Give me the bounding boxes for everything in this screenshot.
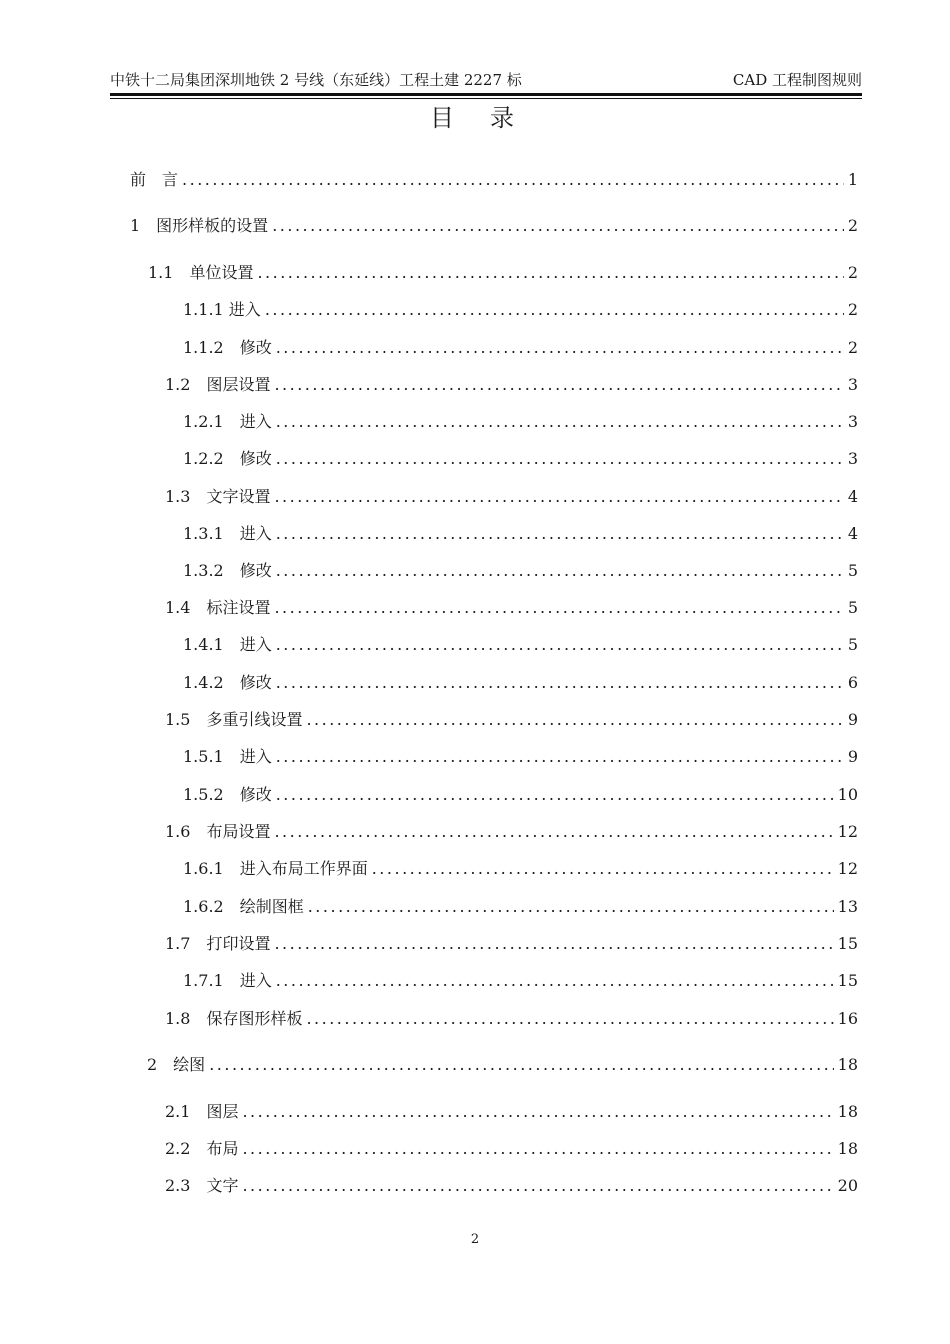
toc-entry[interactable]	[165, 1138, 858, 1160]
toc-entry-label: 1.1.2 修改	[183, 338, 272, 357]
toc-entry-page: 16	[837, 1009, 858, 1028]
toc-entry-page: 1	[847, 170, 858, 189]
toc-title: 目 录	[430, 104, 520, 132]
toc-entry-label: 1.6 布局设置	[165, 822, 271, 841]
toc-leader-dots	[242, 1138, 833, 1160]
toc-entry-label: 2.1 图层	[165, 1102, 239, 1121]
toc-entry-page: 18	[837, 1102, 858, 1121]
toc-leader-dots	[272, 215, 844, 237]
toc-entry[interactable]	[130, 169, 858, 191]
toc-entry[interactable]	[183, 858, 858, 880]
toc-entry[interactable]	[183, 560, 858, 582]
toc-entry-label: 1.2.1 进入	[183, 412, 272, 431]
toc-entry[interactable]	[183, 337, 858, 359]
toc-entry-label: 前 言	[130, 170, 179, 189]
toc-leader-dots	[276, 784, 834, 806]
toc-entry-page: 12	[837, 859, 858, 878]
toc-leader-dots	[242, 1175, 833, 1197]
toc-entry-label: 1.4 标注设置	[165, 598, 271, 617]
toc-entry-page: 2	[847, 300, 858, 319]
toc-entry[interactable]	[165, 1101, 858, 1123]
toc-entry-label: 2.3 文字	[165, 1176, 239, 1195]
toc-entry-label: 1.6.1 进入布局工作界面	[183, 859, 368, 878]
toc-entry-label: 2 绘图	[147, 1055, 206, 1074]
toc-entry-label: 1.3.1 进入	[183, 524, 272, 543]
toc-entry[interactable]	[148, 262, 858, 284]
toc-entry-label: 1.7.1 进入	[183, 971, 272, 990]
toc-entry[interactable]	[165, 709, 858, 731]
toc-entry-page: 2	[847, 263, 858, 282]
toc-entry-page: 9	[847, 747, 858, 766]
toc-entry-page: 4	[847, 524, 858, 543]
toc-leader-dots	[274, 597, 843, 619]
toc-entry[interactable]	[165, 933, 858, 955]
toc-entry-label: 2.2 布局	[165, 1139, 239, 1158]
toc-entry[interactable]	[183, 784, 858, 806]
toc-entry-page: 2	[847, 338, 858, 357]
toc-entry-label: 1.4.1 进入	[183, 635, 272, 654]
toc-leader-dots	[276, 337, 844, 359]
toc-entry[interactable]	[183, 411, 858, 433]
toc-entry-page: 12	[837, 822, 858, 841]
toc-leader-dots	[276, 746, 844, 768]
toc-entry-page: 6	[847, 673, 858, 692]
toc-entry[interactable]	[183, 746, 858, 768]
header-project-title: 中铁十二局集团深圳地铁 2 号线（东延线）工程土建 2227 标	[110, 71, 522, 89]
toc-leader-dots	[372, 858, 834, 880]
toc-entry[interactable]	[165, 597, 858, 619]
toc-entry-label: 1.5.1 进入	[183, 747, 272, 766]
toc-entry[interactable]	[183, 970, 858, 992]
toc-leader-dots	[274, 374, 843, 396]
header-document-title: CAD 工程制图规则	[732, 71, 862, 89]
toc-entry-page: 5	[847, 598, 858, 617]
toc-entry-page: 5	[847, 635, 858, 654]
toc-entry-page: 5	[847, 561, 858, 580]
toc-entry[interactable]	[165, 821, 858, 843]
toc-leader-dots	[182, 169, 844, 191]
toc-entry[interactable]	[165, 1008, 858, 1030]
toc-leader-dots	[274, 933, 833, 955]
toc-entry-label: 1.3.2 修改	[183, 561, 272, 580]
toc-entry-page: 18	[837, 1139, 858, 1158]
page-number: 2	[470, 1232, 480, 1247]
toc-entry[interactable]	[165, 486, 858, 508]
toc-entry-page: 18	[837, 1055, 858, 1074]
toc-entry-label: 1.5 多重引线设置	[165, 710, 303, 729]
toc-leader-dots	[257, 262, 843, 284]
toc-leader-dots	[276, 672, 844, 694]
toc-entry-page: 20	[837, 1176, 858, 1195]
toc-leader-dots	[276, 523, 844, 545]
toc-leader-dots	[265, 299, 844, 321]
toc-entry-page: 15	[837, 934, 858, 953]
toc-leader-dots	[308, 896, 834, 918]
toc-leader-dots	[306, 1008, 833, 1030]
toc-entry-label: 1.6.2 绘制图框	[183, 897, 304, 916]
toc-leader-dots	[209, 1054, 833, 1076]
toc-entry[interactable]	[183, 672, 858, 694]
toc-entry-label: 1.4.2 修改	[183, 673, 272, 692]
toc-leader-dots	[276, 411, 844, 433]
toc-entry-page: 9	[847, 710, 858, 729]
toc-entry-label: 1.1.1 进入	[183, 300, 261, 319]
toc-entry[interactable]	[130, 215, 858, 237]
toc-leader-dots	[242, 1101, 833, 1123]
toc-entry-label: 1.3 文字设置	[165, 487, 271, 506]
toc-entry-label: 1.5.2 修改	[183, 785, 272, 804]
toc-leader-dots	[276, 970, 834, 992]
toc-entry[interactable]	[183, 634, 858, 656]
toc-leader-dots	[306, 709, 843, 731]
toc-entry-page: 13	[837, 897, 858, 916]
toc-entry-page: 15	[837, 971, 858, 990]
toc-leader-dots	[276, 560, 844, 582]
toc-entry-page: 3	[847, 412, 858, 431]
toc-entry-page: 3	[847, 375, 858, 394]
toc-entry-label: 1.2 图层设置	[165, 375, 271, 394]
toc-entry-page: 2	[847, 216, 858, 235]
toc-entry-label: 1.1 单位设置	[148, 263, 254, 282]
toc-entry-label: 1 图形样板的设置	[130, 216, 269, 235]
toc-entry[interactable]	[183, 299, 858, 321]
toc-entry-label: 1.8 保存图形样板	[165, 1009, 303, 1028]
toc-entry-page: 10	[837, 785, 858, 804]
toc-leader-dots	[274, 821, 833, 843]
toc-entry[interactable]	[183, 523, 858, 545]
toc-leader-dots	[274, 486, 843, 508]
toc-entry-label: 1.2.2 修改	[183, 449, 272, 468]
toc-entry[interactable]	[165, 1175, 858, 1197]
toc-entry-page: 3	[847, 449, 858, 468]
toc-entry[interactable]	[147, 1054, 858, 1076]
toc-entry[interactable]	[183, 448, 858, 470]
toc-entry-page: 4	[847, 487, 858, 506]
toc-entry-label: 1.7 打印设置	[165, 934, 271, 953]
toc-leader-dots	[276, 448, 844, 470]
toc-entry[interactable]	[165, 374, 858, 396]
toc-leader-dots	[276, 634, 844, 656]
toc-entry[interactable]	[183, 896, 858, 918]
